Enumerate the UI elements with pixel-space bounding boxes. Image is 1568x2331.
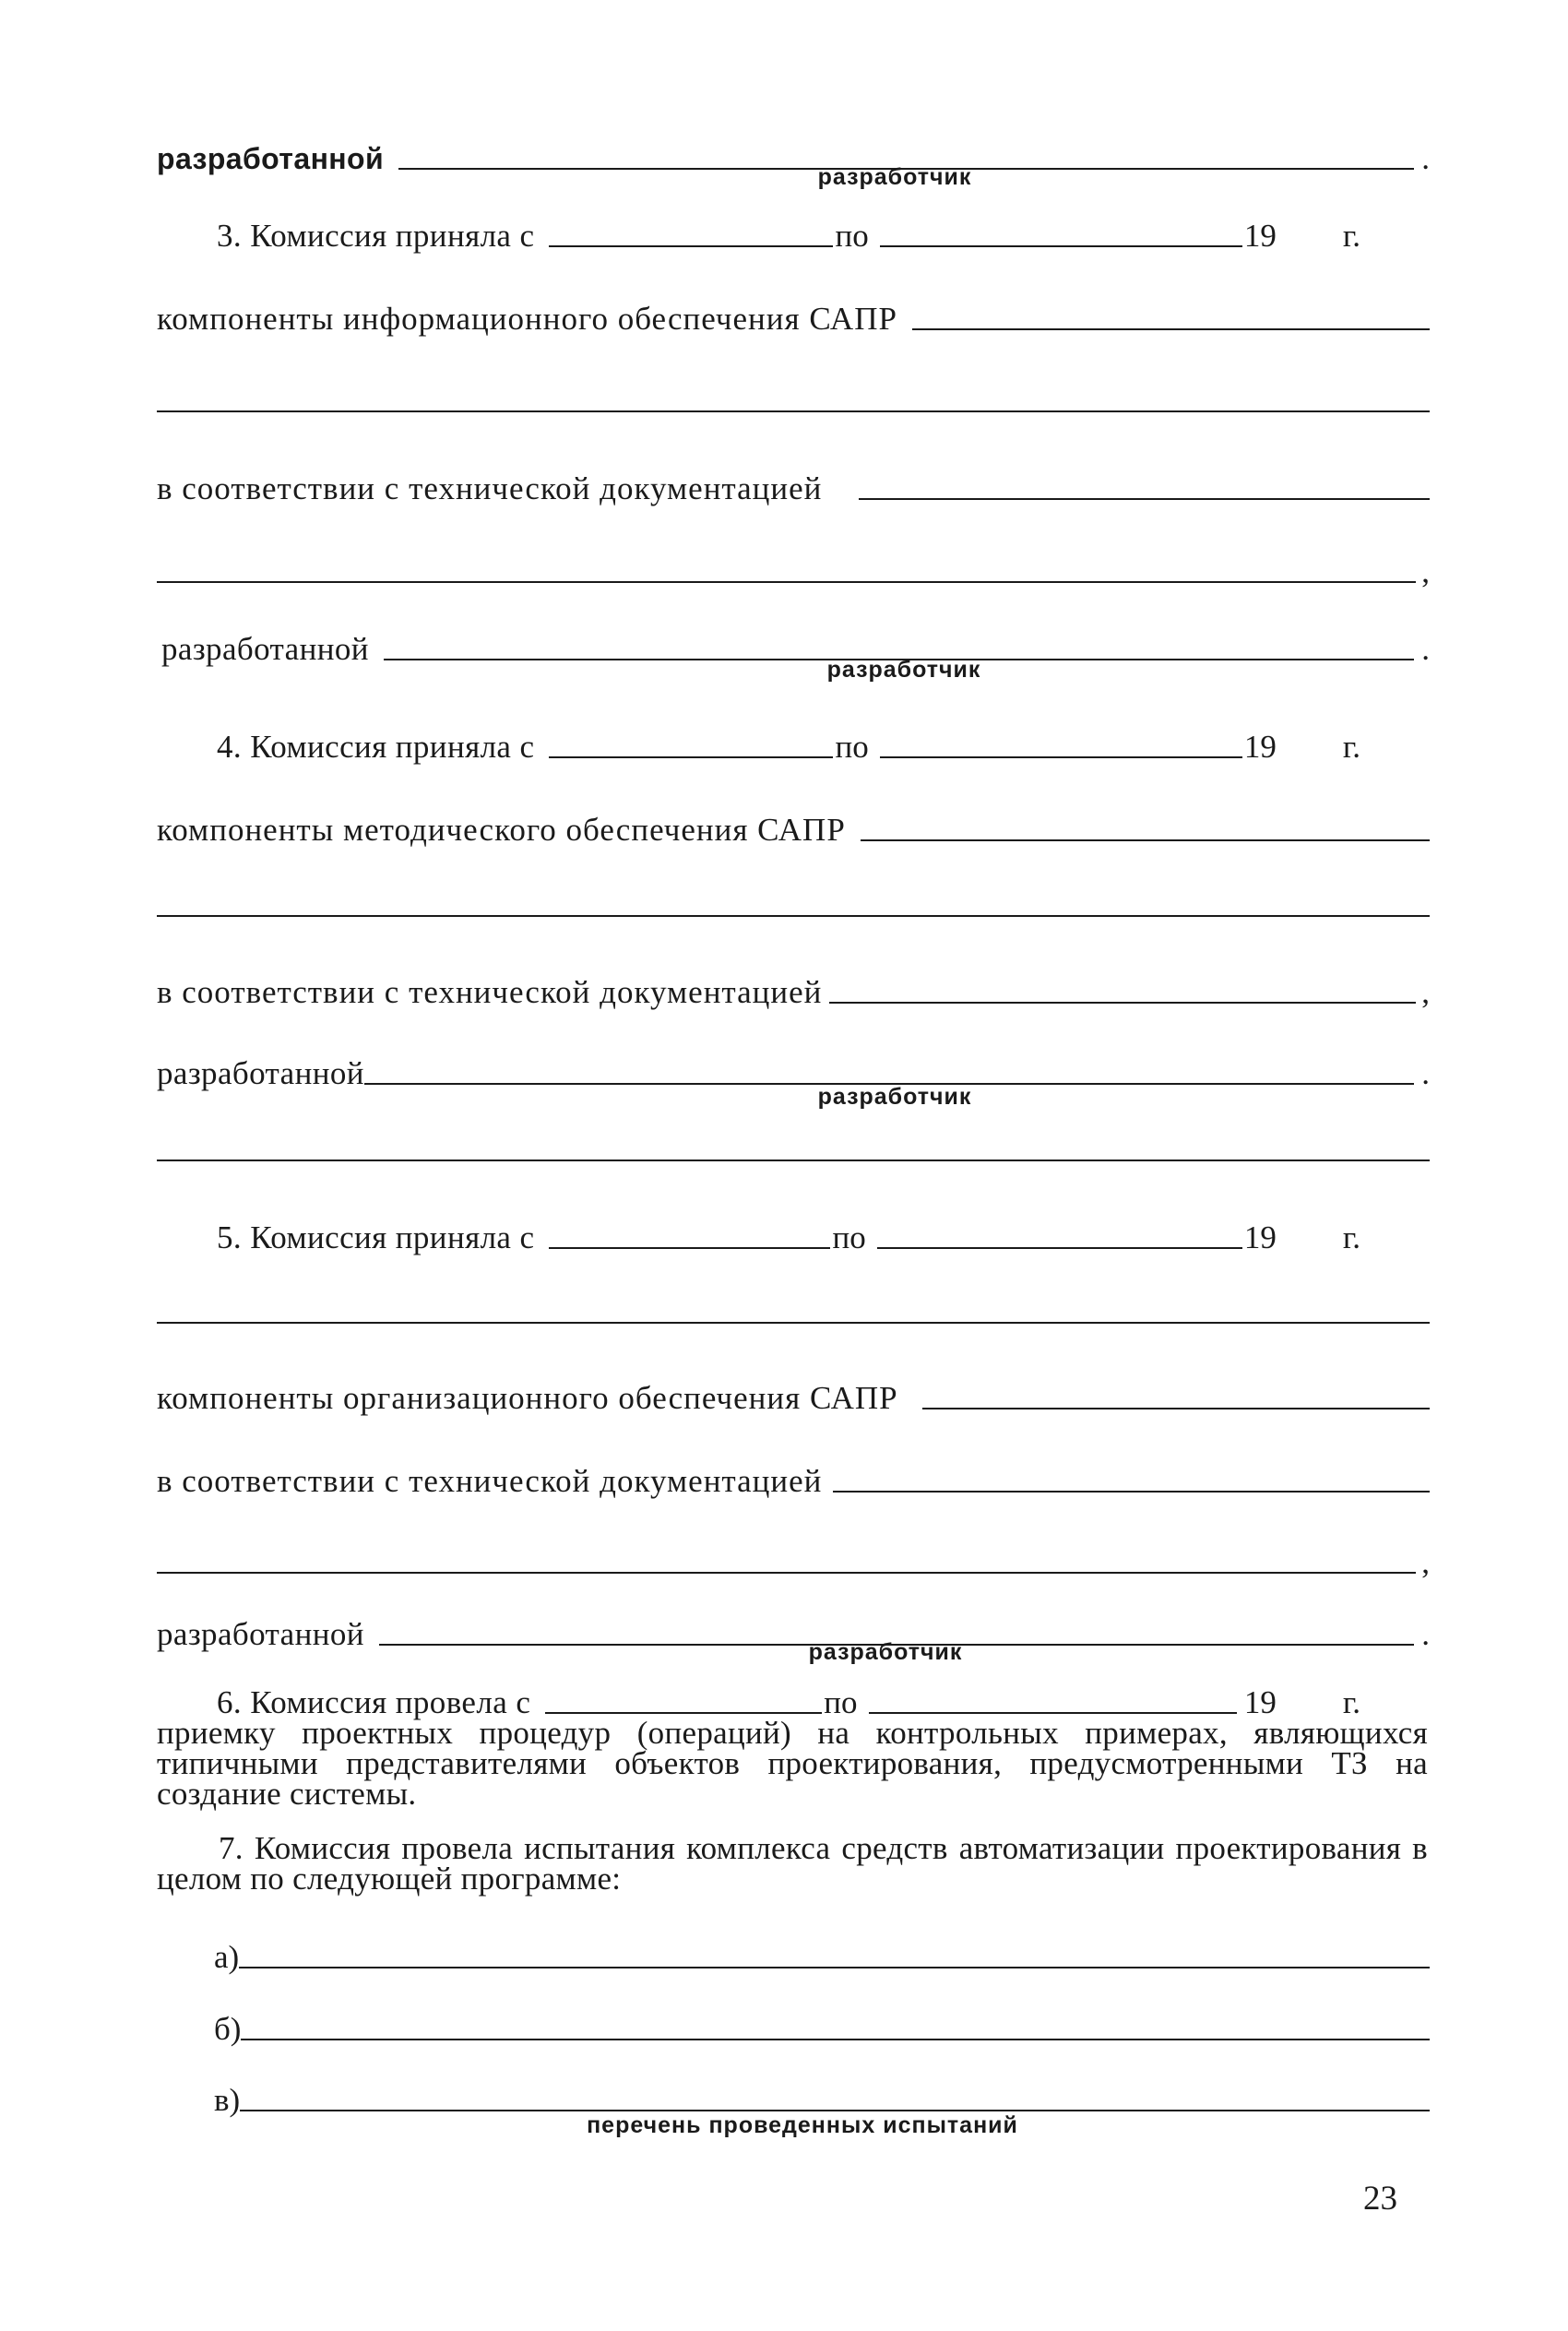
- item5-dates-line: [217, 1218, 1360, 1258]
- item4-components-line: [157, 810, 1430, 850]
- developed-label: разработанной: [157, 142, 385, 175]
- period-mark: .: [1421, 1055, 1430, 1091]
- comma-mark: ,: [1421, 1544, 1430, 1580]
- program-item-a-field[interactable]: [239, 1967, 1430, 1968]
- year-label: 19: [1243, 1219, 1277, 1255]
- item3-documentation-continuation: [157, 552, 1430, 592]
- item4-text: 4. Комиссия приняла с: [217, 729, 535, 765]
- period-mark: .: [1421, 140, 1430, 176]
- developer-caption: разработчик: [808, 1639, 963, 1665]
- item6-paragraph: приемку проектных процедур (операций) на контрольных примерах, являющихся типичными представителями объектов проектирования, предусмотренными ТЗ на создание системы.: [157, 1715, 1428, 1812]
- program-item-c-label: в): [214, 2082, 241, 2118]
- developer-caption: разработчик: [826, 657, 981, 683]
- item5-according-line: [157, 1461, 1430, 1502]
- program-item-b: [214, 2009, 1430, 2050]
- item5-documentation-continuation: [157, 1542, 1430, 1583]
- item3-according-line: [157, 469, 1430, 509]
- year-label: 19: [1243, 1684, 1277, 1720]
- developer-caption: разработчик: [817, 164, 972, 190]
- item5-documentation-field[interactable]: [833, 1491, 1430, 1493]
- item4-dates-line: [217, 727, 1360, 767]
- program-item-c-field[interactable]: [240, 2110, 1430, 2111]
- year-suffix: г.: [1342, 1684, 1360, 1720]
- item3-components-line: [157, 299, 1430, 339]
- blank-line[interactable]: [157, 915, 1430, 917]
- comma-mark: ,: [1421, 974, 1430, 1010]
- program-item-b-field[interactable]: [241, 2039, 1430, 2040]
- item4-according-line: [157, 972, 1430, 1013]
- item3-date-to-field[interactable]: [880, 245, 1242, 247]
- po-label: по: [835, 218, 869, 254]
- item5-components-label: компоненты организационного обеспечения САПР: [157, 1380, 898, 1416]
- developer-caption: разработчик: [817, 1084, 972, 1110]
- item5-date-to-field[interactable]: [877, 1247, 1242, 1249]
- according-label: в соответствии с технической документацией: [157, 974, 823, 1010]
- item4-date-from-field[interactable]: [549, 756, 833, 758]
- po-label: по: [835, 729, 869, 765]
- blank-line[interactable]: [157, 1160, 1430, 1161]
- developed-label: разработанной: [161, 631, 369, 667]
- po-label: по: [824, 1684, 858, 1720]
- po-label: по: [832, 1219, 866, 1255]
- item3-documentation-field[interactable]: [859, 498, 1430, 500]
- item5-components-field[interactable]: [922, 1408, 1430, 1409]
- item3-components-field[interactable]: [912, 328, 1430, 330]
- item7-paragraph: 7. Комиссия провела испытания комплекса средств автоматизации проектирования в целом по следующей программе:: [157, 1830, 1428, 1897]
- item3-components-label: компоненты информационного обеспечения САПР: [157, 301, 897, 337]
- item6-date-from-field[interactable]: [545, 1712, 822, 1714]
- program-item-b-label: б): [214, 2011, 242, 2047]
- item3-dates-line: [217, 216, 1360, 256]
- comma-mark: ,: [1421, 553, 1430, 589]
- blank-line[interactable]: [157, 1572, 1416, 1574]
- item4-date-to-field[interactable]: [880, 756, 1242, 758]
- tests-caption: перечень проведенных испытаний: [587, 2112, 1018, 2138]
- item6-text: 6. Комиссия провела с: [217, 1684, 531, 1720]
- program-item-a: [214, 1937, 1430, 1978]
- according-label: в соответствии с технической документацией: [157, 470, 823, 506]
- year-suffix: г.: [1342, 729, 1360, 765]
- developed-label: разработанной: [157, 1055, 364, 1091]
- item5-text: 5. Комиссия приняла с: [217, 1219, 535, 1255]
- page-number: 23: [1363, 2180, 1397, 2218]
- item4-documentation-field[interactable]: [829, 1002, 1416, 1004]
- item3-date-from-field[interactable]: [549, 245, 833, 247]
- item4-components-label: компоненты методического обеспечения САПР: [157, 812, 846, 848]
- developed-label: разработанной: [157, 1616, 364, 1652]
- item4-components-field[interactable]: [861, 839, 1430, 841]
- period-mark: .: [1421, 631, 1430, 667]
- item6-date-to-field[interactable]: [869, 1712, 1237, 1714]
- according-label: в соответствии с технической документацией: [157, 1463, 823, 1499]
- item5-components-line: [157, 1378, 1430, 1419]
- year-suffix: г.: [1342, 218, 1360, 254]
- blank-line[interactable]: [157, 1322, 1430, 1324]
- year-label: 19: [1243, 218, 1277, 254]
- item3-text: 3. Комиссия приняла с: [217, 218, 535, 254]
- blank-line[interactable]: [157, 581, 1416, 583]
- period-mark: .: [1421, 1616, 1430, 1652]
- item5-date-from-field[interactable]: [549, 1247, 830, 1249]
- year-suffix: г.: [1342, 1219, 1360, 1255]
- year-label: 19: [1243, 729, 1277, 765]
- blank-line[interactable]: [157, 410, 1430, 412]
- program-item-a-label: а): [214, 1939, 240, 1975]
